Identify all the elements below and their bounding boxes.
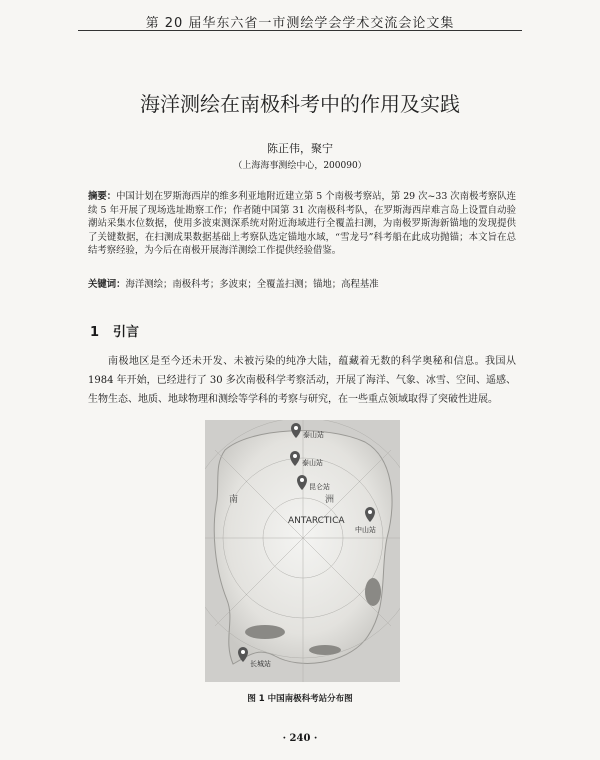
abstract-text: 中国计划在罗斯海西岸的维多利亚地附近建立第 5 个南极考察站，第 29 次~33 次南极考察队连续 5 年开展了现场选址勘察工作；作者随中国第 31 次南极科考队，在罗斯海西岸难言岛上设置自动验潮站采集水位数据，使用多波束测深系统对附近海域进行全覆盖扫测，为南极罗斯海新锚地的发现提供了关键数据，在扫测成果数据基础上考察队选定锚地水域，“雪龙号”科考船在此成功抛锚；本文旨在总结考察经验，为今后在南极开展海洋测绘工作提供经验借鉴。 <box>88 191 516 257</box>
section-title: 引言 <box>113 325 140 340</box>
header-rule <box>78 30 522 31</box>
article-authors: 陈正伟，聚宁 <box>267 142 333 155</box>
abstract-label: 摘要： <box>88 191 117 202</box>
figure-caption: 图 1 中国南极科考站分布图 <box>247 694 353 704</box>
section-number: 1 <box>90 325 100 340</box>
keywords-text: 海洋测绘；南极科考；多波束；全覆盖扫测；锚地；高程基准 <box>125 279 379 290</box>
map-char-south: 南 <box>229 495 239 505</box>
page-number: · 240 · <box>282 733 318 744</box>
section-heading <box>90 321 153 340</box>
station-label: 泰山站 <box>303 431 324 439</box>
map-label-antarctica: ANTARCTICA <box>288 516 345 526</box>
running-header: 第 20 届华东六省一市测绘学会学术交流会论文集 <box>145 16 455 31</box>
keywords <box>88 276 516 290</box>
body-paragraph: 南极地区是至今还未开发、未被污染的纯净大陆，蕴藏着无数的科学奥秘和信息。我国从1984 年开始，已经进行了 30 多次南极科学考察活动，开展了海洋、气象、冰雪、空间、遥感、生物生态、地质、地球物理和测绘等学科的考察与研究，在一些重点领域取得了突破性进展。 <box>88 356 516 405</box>
station-label: 长城站 <box>250 660 271 668</box>
keywords-label: 关键词： <box>88 279 126 290</box>
antarctica-station-map <box>205 420 400 682</box>
article-title: 海洋测绘在南极科考中的作用及实践 <box>140 92 460 116</box>
map-char-continent: 洲 <box>325 495 335 505</box>
station-label: 泰山站 <box>302 459 323 467</box>
map-graphic <box>205 420 400 682</box>
station-label: 昆仑站 <box>309 483 330 491</box>
article-affiliation: （上海海事测绘中心，200090） <box>233 161 367 171</box>
station-label: 中山站 <box>355 526 376 534</box>
abstract <box>88 190 516 258</box>
